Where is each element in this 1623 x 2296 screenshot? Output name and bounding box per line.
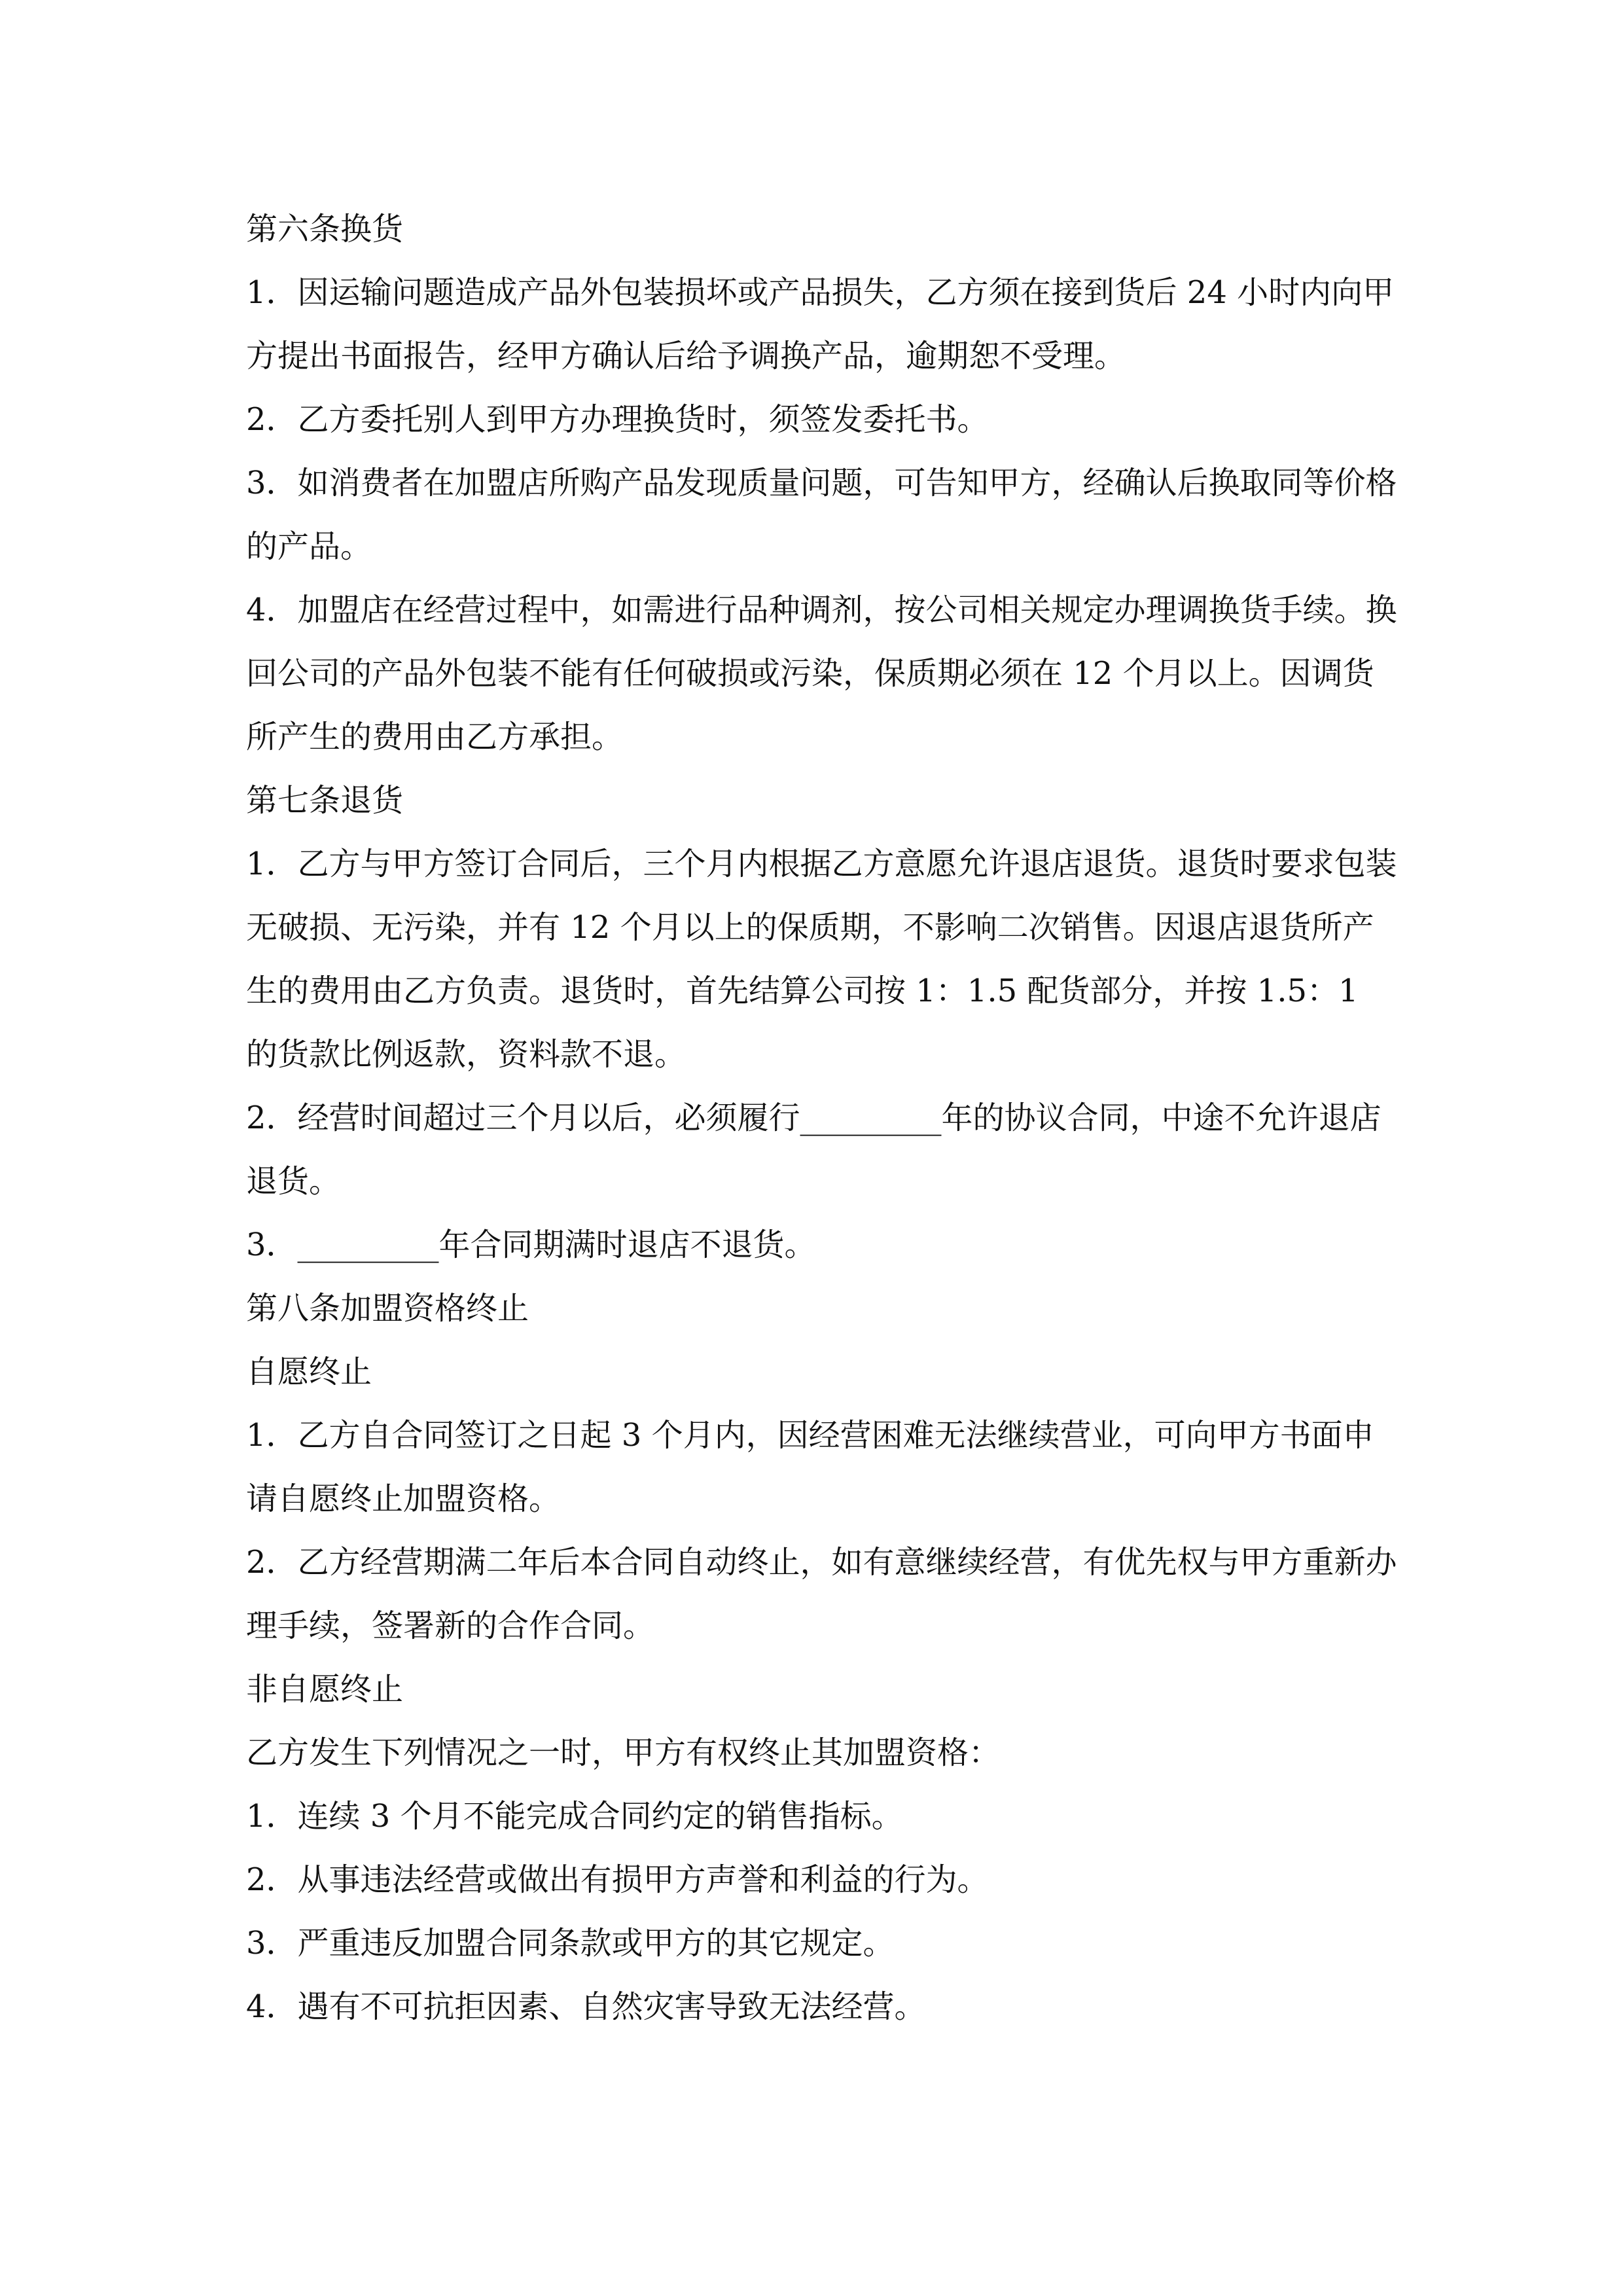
document-body xyxy=(246,198,1398,2039)
article-6-clause-3: 3．如消费者在加盟店所购产品发现质量问题，可告知甲方，经确认后换取同等价格的产品。 xyxy=(246,465,1397,565)
article-7-clause-1: 1．乙方与甲方签订合同后，三个月内根据乙方意愿允许退店退货。退货时要求包装无破损、无污染，并有 12 个月以上的保质期，不影响二次销售。因退店退货所产生的费用由乙方负责。退货时，首先结算公司按 1：1.5 配货部分，并按 1.5：1 的货款比例返款，资料款不退。 xyxy=(246,846,1397,1073)
article-8-heading: 第八条加盟资格终止 xyxy=(246,1290,529,1327)
voluntary-clause-2: 2．乙方经营期满二年后本合同自动终止，如有意继续经营，有优先权与甲方重新办理手续，签署新的合作合同。 xyxy=(246,1544,1397,1644)
involuntary-intro: 乙方发生下列情况之一时，甲方有权终止其加盟资格： xyxy=(246,1734,1001,1771)
article-6-clause-4: 4．加盟店在经营过程中，如需进行品种调剂，按公司相关规定办理调换货手续。换回公司的产品外包装不能有任何破损或污染，保质期必须在 12 个月以上。因调货所产生的费用由乙方承担。 xyxy=(246,592,1397,755)
involuntary-termination-heading: 非自愿终止 xyxy=(246,1671,404,1708)
article-6-heading: 第六条换货 xyxy=(246,211,404,247)
article-7-clause-2: 2．经营时间超过三个月以后，必须履行_________年的协议合同，中途不允许退店退货。 xyxy=(246,1100,1382,1200)
article-7-clause-3: 3．_________年合同期满时退店不退货。 xyxy=(246,1227,816,1263)
voluntary-clause-1: 1．乙方自合同签订之日起 3 个月内，因经营困难无法继续营业，可向甲方书面申请自愿终止加盟资格。 xyxy=(246,1417,1374,1517)
involuntary-clause-4: 4．遇有不可抗拒因素、自然灾害导致无法经营。 xyxy=(246,1988,926,2025)
voluntary-termination-heading: 自愿终止 xyxy=(246,1354,372,1390)
article-6-clause-2: 2．乙方委托别人到甲方办理换货时，须签发委托书。 xyxy=(246,401,989,438)
involuntary-clause-2: 2．从事违法经营或做出有损甲方声誉和利益的行为。 xyxy=(246,1861,989,1898)
involuntary-clause-1: 1．连续 3 个月不能完成合同约定的销售指标。 xyxy=(246,1798,903,1835)
article-7-heading: 第七条退货 xyxy=(246,782,404,819)
article-6-clause-1: 1．因运输问题造成产品外包装损坏或产品损失，乙方须在接到货后 24 小时内向甲方提出书面报告，经甲方确认后给予调换产品，逾期恕不受理。 xyxy=(246,274,1395,374)
involuntary-clause-3: 3．严重违反加盟合同条款或甲方的其它规定。 xyxy=(246,1925,895,1962)
